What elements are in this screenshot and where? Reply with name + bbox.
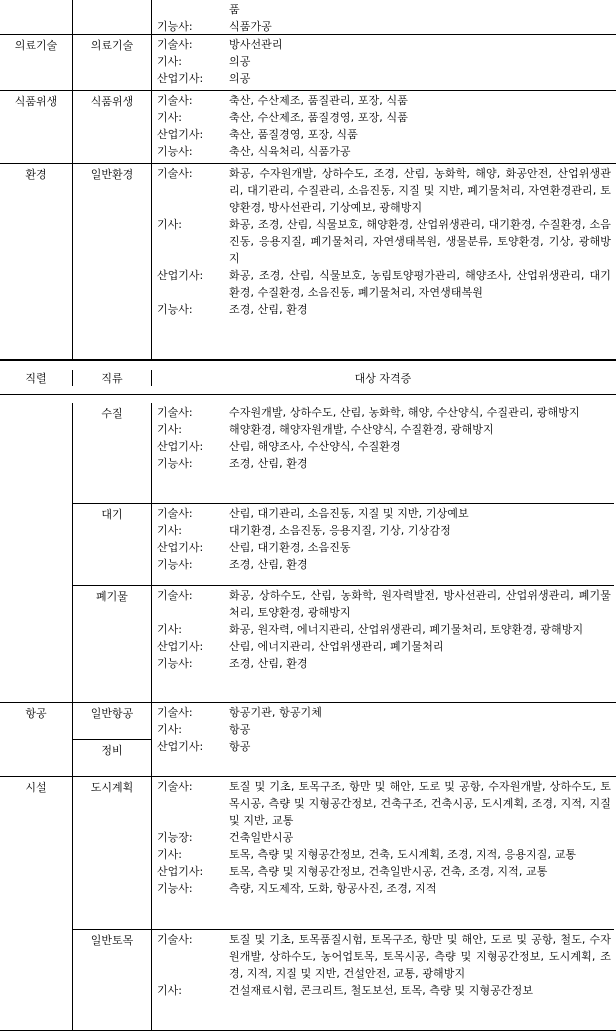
- level-label: 기술사:: [157, 94, 193, 107]
- level-label: 기술사:: [157, 507, 193, 520]
- level-label: 기술사:: [157, 38, 193, 51]
- qualification-line: [157, 18, 611, 34]
- qualification-text: 화공, 조경, 산림, 식물보호, 해양환경, 산업위생관리, 대기환경, 수질환경, 소음진동, 응용지질, 폐기물처리, 자연생태복원, 생물분류, 토양환경, 기상, 광해방지: [229, 218, 611, 265]
- sub-field-name: 의료기술: [90, 39, 134, 52]
- qualification-cell: [152, 703, 614, 776]
- qualification-text: 축산, 수산제조, 품질경영, 포장, 식품: [229, 111, 408, 124]
- qualification-text: 조경, 산림, 환경: [229, 657, 308, 670]
- qualification-line: [157, 92, 611, 109]
- sub-column: [72, 35, 152, 90]
- level-label: 산업기사:: [157, 740, 204, 753]
- header-qualifications: 대상 자격증: [354, 371, 412, 385]
- level-label: 기사:: [157, 723, 182, 736]
- qualification-line: [157, 704, 611, 721]
- qualification-line: [157, 721, 611, 738]
- qualification-cell: [152, 777, 614, 930]
- level-label: 산업기사:: [157, 72, 204, 85]
- level-label: 기사:: [157, 623, 182, 636]
- qualification-cell: [152, 91, 614, 163]
- header-gap: [0, 395, 616, 403]
- field-row: [0, 703, 616, 777]
- qualification-text: 해양환경, 해양자원개발, 수산양식, 수질환경, 광해방지: [229, 423, 494, 436]
- qualification-line: [157, 404, 611, 421]
- qualification-cell: [152, 0, 614, 34]
- qualification-text: 조경, 산림, 환경: [229, 558, 308, 571]
- level-label: 기사:: [157, 984, 182, 997]
- level-label: 기능사:: [157, 303, 193, 316]
- qualification-line: [157, 70, 611, 87]
- qualification-text: 산림, 대기환경, 소음진동: [229, 541, 351, 554]
- qualification-text: 산림, 해양조사, 수산양식, 수질환경: [229, 440, 401, 453]
- qualification-line: [157, 587, 611, 621]
- sub-column: [72, 403, 152, 702]
- qualification-text: 조경, 산림, 환경: [229, 457, 308, 470]
- qualification-line: [157, 880, 611, 897]
- qualification-line: [157, 931, 611, 982]
- qualification-text: 대기환경, 소음진동, 응용지질, 기상, 기상감정: [229, 524, 451, 537]
- sub-field-name: 일반환경: [90, 168, 134, 181]
- qualification-text: 토목, 측량 및 지형공간정보, 건축, 도시계획, 조경, 지적, 응용지질, 교통: [229, 848, 577, 861]
- level-label: 기사:: [157, 111, 182, 124]
- qualification-text: 식품가공: [229, 20, 272, 33]
- qualification-column: [152, 777, 614, 1030]
- header-sub: 직류: [72, 370, 152, 386]
- level-label: 기사:: [157, 848, 182, 861]
- qualification-line: [157, 539, 611, 556]
- qualification-text: 조경, 산림, 환경: [229, 303, 308, 316]
- sub-field-name: [73, 0, 151, 34]
- qualification-text: 방사선관리: [229, 38, 283, 51]
- qualification-line: [157, 301, 611, 318]
- sub-field-name: 대기: [73, 504, 151, 586]
- qualification-text: 건축일반시공: [229, 831, 294, 844]
- field-name: 시설: [25, 781, 47, 794]
- level-label: 기술사:: [157, 167, 193, 180]
- qualification-line: [157, 778, 611, 829]
- qualification-line: [157, 846, 611, 863]
- field-name: 환경: [25, 168, 47, 181]
- level-label: 기술사:: [157, 406, 193, 419]
- level-label: 산업기사:: [157, 865, 204, 878]
- qualification-cell: [152, 586, 614, 702]
- sub-field-name: 일반항공: [73, 703, 151, 740]
- qualification-text: 품: [229, 3, 240, 16]
- qualification-line: [157, 36, 611, 53]
- qualification-text: 항공: [229, 723, 251, 736]
- level-label: 기능사:: [157, 657, 193, 670]
- level-label: 산업기사:: [157, 269, 204, 282]
- field-row: [0, 0, 616, 35]
- qualification-column: [152, 0, 614, 34]
- qualification-text: 항공기관, 항공기체: [229, 706, 323, 719]
- qualification-line: [157, 621, 611, 638]
- sub-column: [72, 777, 152, 1030]
- level-label: 산업기사:: [157, 541, 204, 554]
- level-label: 기능사:: [157, 558, 193, 571]
- level-label: 기술사:: [157, 589, 193, 602]
- qualification-line: [157, 109, 611, 126]
- qualification-text: 의공: [229, 55, 251, 68]
- sub-column: [72, 91, 152, 163]
- qualification-line: [157, 863, 611, 880]
- sub-column: [72, 0, 152, 34]
- qualification-text: 화공, 상하수도, 산림, 농화학, 원자력발전, 방사선관리, 산업위생관리, 폐기물처리, 토양환경, 광해방지: [229, 589, 611, 619]
- header-field: 직렬: [25, 371, 47, 385]
- qualification-column: [152, 35, 614, 90]
- field-name: 항공: [25, 707, 47, 720]
- qualification-line: [157, 216, 611, 267]
- sub-field-name: 폐기물: [96, 590, 128, 603]
- level-label: 기술사:: [157, 780, 193, 793]
- qualification-line: [157, 556, 611, 573]
- field-row: [0, 164, 616, 360]
- qualification-cell: [152, 164, 614, 359]
- field-row: [0, 777, 616, 1031]
- qualification-text: 산림, 대기관리, 소음진동, 지질 및 지반, 기상예보: [229, 507, 469, 520]
- qualification-text: 축산, 품질경영, 포장, 식품: [229, 128, 358, 141]
- qualification-text: 측량, 지도제작, 도화, 항공사진, 조경, 지적: [229, 882, 437, 895]
- qualification-line: [157, 1, 611, 18]
- level-label: 기능장:: [157, 831, 193, 844]
- level-label: 산업기사:: [157, 440, 204, 453]
- qualification-line: [157, 505, 611, 522]
- level-label: 기능사:: [157, 457, 193, 470]
- qualification-text: 수자원개발, 상하수도, 산림, 농화학, 해양, 수산양식, 수질관리, 광해방지: [229, 406, 580, 419]
- sub-field-name: 도시계획: [73, 777, 151, 930]
- qualification-text: 축산, 수산제조, 품질관리, 포장, 식품: [229, 94, 408, 107]
- qualification-line: [157, 143, 611, 160]
- qualification-line: [157, 455, 611, 472]
- qualification-cell: [152, 35, 614, 90]
- qualification-line: [157, 829, 611, 846]
- qualification-text: 토질 및 기초, 토목구조, 항만 및 해안, 도로 및 공항, 수자원개발, 상하수도, 토목시공, 측량 및 지형공간정보, 건축구조, 건축시공, 도시계획, 조경, 지적, 지질 및 지반, 교통: [229, 780, 611, 827]
- sub-field-name: 정비: [101, 744, 123, 757]
- level-label: 기사:: [157, 524, 182, 537]
- field-row: [0, 91, 616, 164]
- qualification-line: [157, 126, 611, 143]
- field-name: [0, 0, 72, 34]
- qualification-line: [157, 738, 611, 755]
- qualification-text: 토목, 측량 및 지형공간정보, 건축일반시공, 건축, 조경, 지적, 교통: [229, 865, 548, 878]
- level-label: 기사:: [157, 218, 182, 231]
- qualification-cell: [152, 504, 614, 586]
- qualification-column: [152, 164, 614, 359]
- qualification-text: 화공, 수자원개발, 상하수도, 조경, 산림, 농화학, 해양, 화공안전, 산업위생관리, 대기관리, 수질관리, 소음진동, 지질 및 지반, 폐기물처리, 자연환경관리, 토양환경, 방사선관리, 기상예보, 광해방지: [229, 167, 611, 214]
- level-label: 기술사:: [157, 706, 193, 719]
- sub-column: [72, 164, 152, 359]
- qualification-cell: [152, 403, 614, 504]
- level-label: 산업기사:: [157, 128, 204, 141]
- qualification-text: 건설재료시험, 콘크리트, 철도보선, 토목, 측량 및 지형공간정보: [229, 984, 534, 997]
- sub-column: [72, 703, 152, 776]
- sub-field-name: 수질: [73, 403, 151, 504]
- qualification-text: 축산, 식육처리, 식품가공: [229, 145, 351, 158]
- qualification-text: 항공: [229, 740, 251, 753]
- qualification-column: [152, 403, 614, 702]
- qualification-text: 의공: [229, 72, 251, 85]
- level-label: 기사:: [157, 55, 182, 68]
- qualification-text: 토질 및 기초, 토목품질시험, 토목구조, 항만 및 해안, 도로 및 공항, 철도, 수자원개발, 상하수도, 농어업토목, 토목시공, 측량 및 지형공간정보, 도시계획, 조경, 지적, 지질 및 지반, 건설안전, 교통, 광해방지: [229, 933, 611, 980]
- qualification-line: [157, 638, 611, 655]
- level-label: 기능사:: [157, 145, 193, 158]
- qualification-line: [157, 522, 611, 539]
- level-label: 기능사:: [157, 882, 193, 895]
- field-row: [0, 35, 616, 91]
- qualification-column: [152, 91, 614, 163]
- sub-field-name: 식품위생: [90, 95, 134, 108]
- qualification-line: [157, 165, 611, 216]
- qualification-line: [157, 421, 611, 438]
- sub-field-name: 일반토목: [90, 934, 134, 947]
- qualification-text: 화공, 조경, 산림, 식물보호, 농림토양평가관리, 해양조사, 산업위생관리, 대기환경, 수질환경, 소음진동, 폐기물처리, 자연생태복원: [229, 269, 611, 299]
- qualification-text: 화공, 원자력, 에너지관리, 산업위생관리, 폐기물처리, 토양환경, 광해방지: [229, 623, 584, 636]
- qualification-text: 산림, 에너지관리, 산업위생관리, 폐기물처리: [229, 640, 444, 653]
- qualification-line: [157, 982, 611, 999]
- level-label: 기능사:: [157, 20, 193, 33]
- qualification-line: [157, 53, 611, 70]
- level-label: [157, 1, 229, 18]
- qualification-line: [157, 438, 611, 455]
- qualification-cell: [152, 930, 614, 1030]
- qualification-line: [157, 655, 611, 672]
- level-label: 기술사:: [157, 933, 193, 946]
- table-header-row: [0, 360, 616, 395]
- field-name: [0, 403, 72, 702]
- level-label: 기사:: [157, 423, 182, 436]
- field-name: 식품위생: [14, 95, 58, 108]
- qualification-line: [157, 267, 611, 301]
- field-row: [0, 403, 616, 703]
- field-name: 의료기술: [14, 39, 58, 52]
- level-label: 산업기사:: [157, 640, 204, 653]
